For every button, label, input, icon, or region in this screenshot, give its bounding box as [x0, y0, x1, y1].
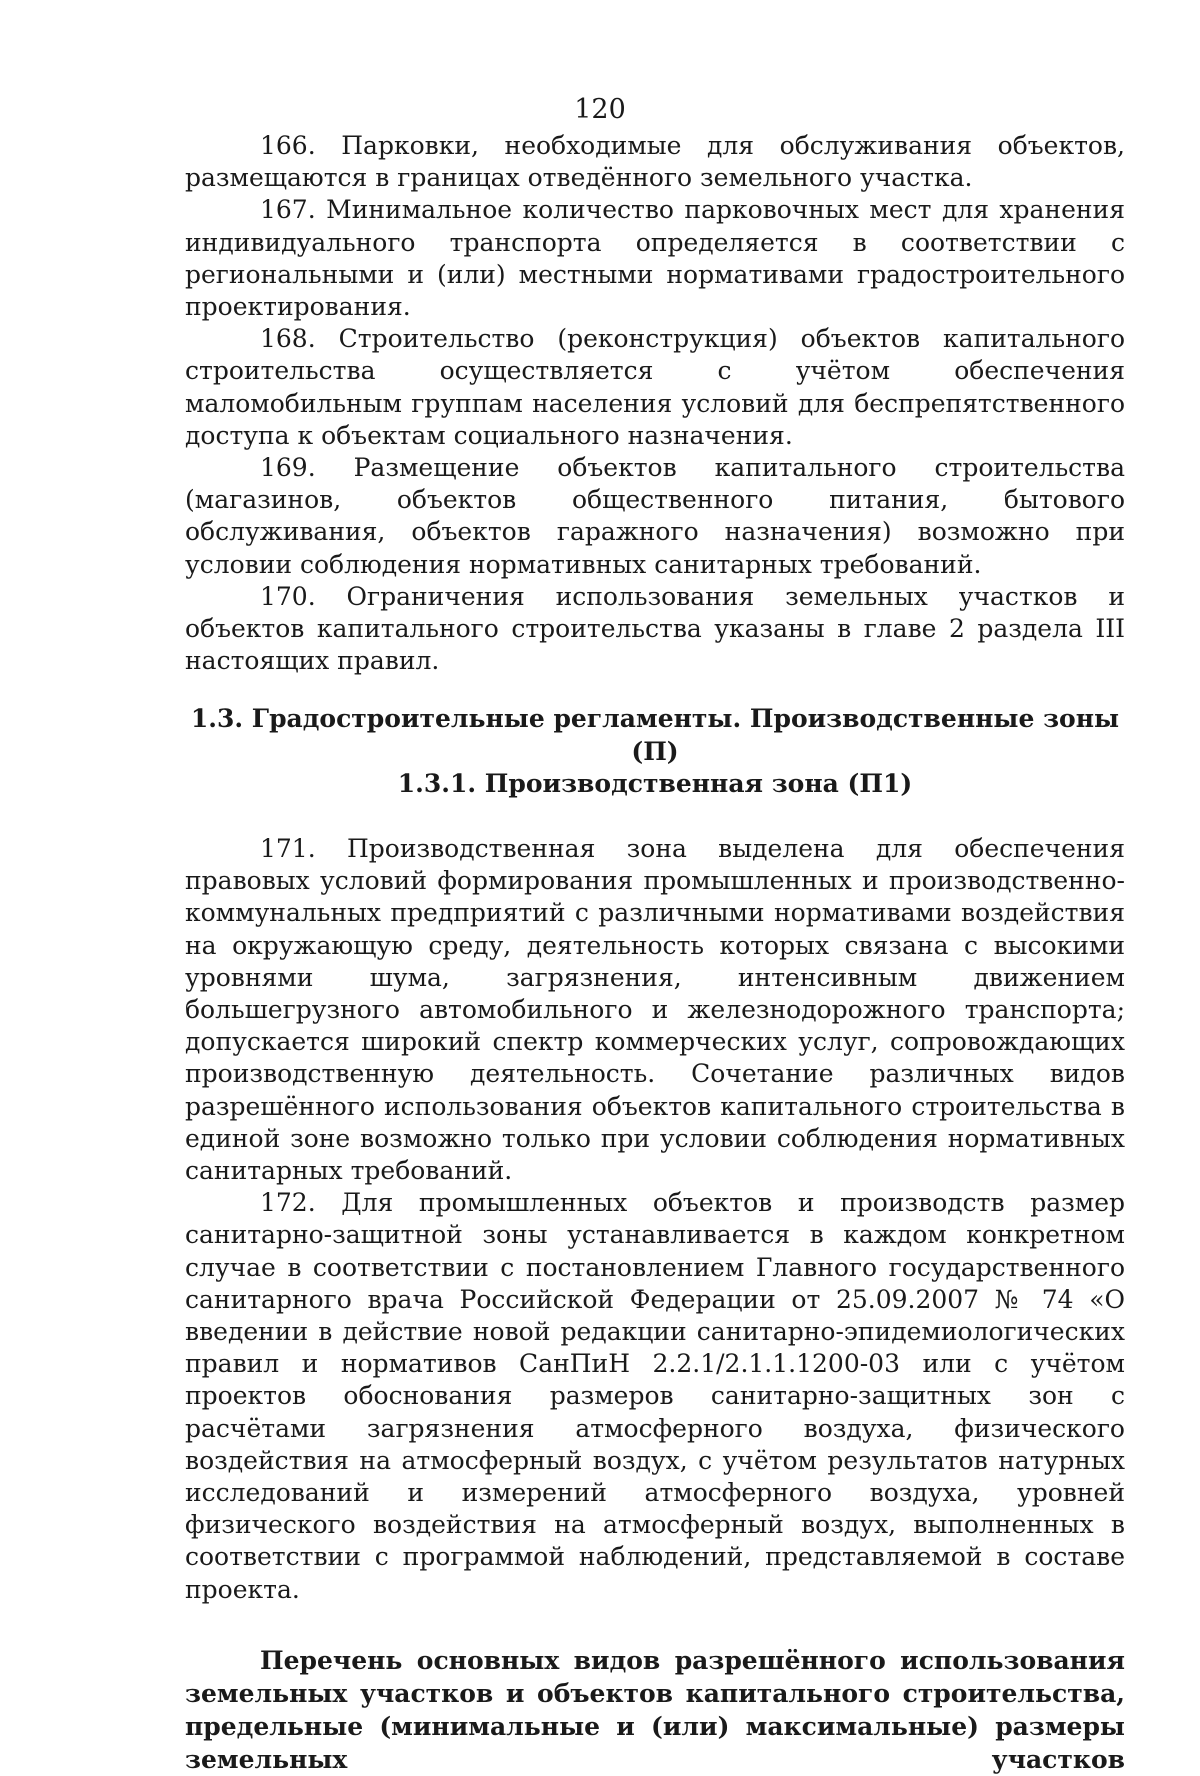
paragraph-168: 168. Строительство (реконструкция) объектов капитального строительства осуществляется с учётом обеспечения маломобильным группам населения условий для беспрепятственного доступа к объектам социального назначения. [185, 324, 1125, 450]
document-body [185, 130, 1125, 1776]
paragraph-170: 170. Ограничения использования земельных участков и объектов капитального строительства указаны в главе 2 раздела III настоящих правил. [185, 581, 1125, 676]
page-number: 120 [574, 94, 626, 125]
section-heading: 1.3. Градостроительные регламенты. Производственные зоны (П) [190, 704, 1120, 766]
section-subheading: 1.3.1. Производственная зона (П1) [397, 769, 913, 799]
paragraph-167: 167. Минимальное количество парковочных мест для хранения индивидуального транспорта определяется в соответствии с региональными и (или) местными нормативами градостроительного проектирования. [185, 195, 1125, 322]
section-heading-block [185, 703, 1125, 801]
paragraph-172: 172. Для промышленных объектов и производств размер санитарно-защитной зоны устанавливается в каждом конкретном случае в соответствии с постановлением Главного государственного санитарного врача Российской Федерации от 25.09.2007 № 74 «О введении в действие новой редакции санитарно-эпидемиологических правил и нормативов СанПиН 2.2.1/2.1.1.1200-03 или с учётом проектов обоснования размеров санитарно-защитных зон с расчётами загрязнения атмосферного воздуха, физического воздействия на атмосферный воздух, с учётом результатов натурных исследований и измерений атмосферного воздуха, уровней физического воздействия на атмосферный воздух, выполненных в соответствии с программой наблюдений, представляемой в составе проекта. [185, 1188, 1125, 1604]
list-heading: Перечень основных видов разрешённого использования земельных участков и объектов капитального строительства, предельные (минимальные и (или) максимальные) размеры земельных участков [185, 1645, 1125, 1774]
paragraph-169: 169. Размещение объектов капитального строительства (магазинов, объектов общественного питания, бытового обслуживания, объектов гаражного назначения) возможно при условии соблюдения нормативных санитарных требований. [185, 453, 1125, 579]
paragraph-166: 166. Парковки, необходимые для обслуживания объектов, размещаются в границах отведённого земельного участка. [185, 131, 1125, 193]
paragraph-171: 171. Производственная зона выделена для обеспечения правовых условий формирования промышленных и производственно-коммунальных предприятий с различными нормативами воздействия на окружающую среду, деятельность которых связана с высокими уровнями шума, загрязнения, интенсивным движением большегрузного автомобильного и железнодорожного транспорта; допускается широкий спектр коммерческих услуг, сопровождающих производственную деятельность. Сочетание различных видов разрешённого использования объектов капитального строительства в единой зоне возможно только при условии соблюдения нормативных санитарных требований. [185, 833, 1125, 1185]
